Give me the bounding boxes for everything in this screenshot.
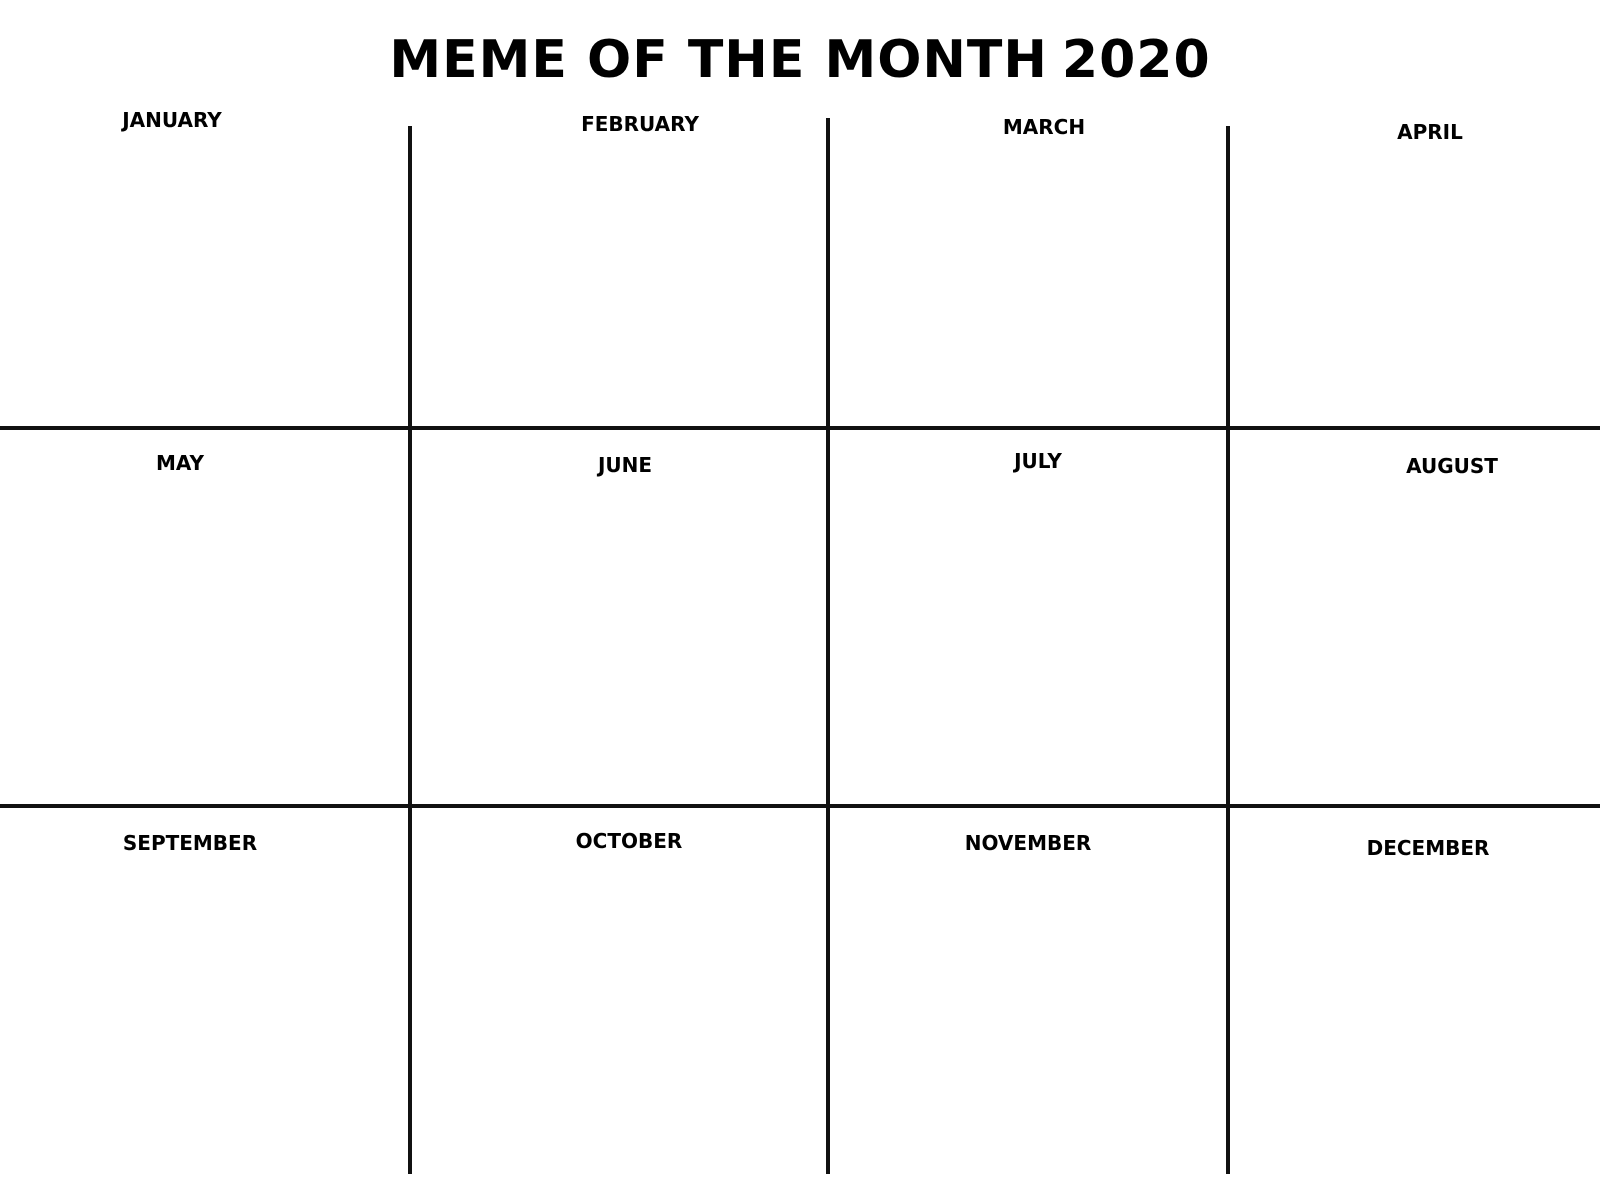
month-label-august: AUGUST	[1406, 454, 1498, 478]
month-cell-february[interactable]	[412, 100, 826, 426]
month-cell-december[interactable]	[1230, 808, 1600, 1174]
month-cell-october[interactable]	[412, 808, 826, 1174]
month-label-june: JUNE	[597, 453, 653, 477]
month-label-february: FEBRUARY	[581, 112, 699, 136]
month-cell-july[interactable]	[830, 430, 1226, 804]
month-cell-may[interactable]	[0, 430, 408, 804]
month-cell-june[interactable]	[412, 430, 826, 804]
month-cell-august[interactable]	[1230, 430, 1600, 804]
month-label-september: SEPTEMBER	[122, 831, 258, 855]
month-label-march: MARCH	[1002, 115, 1086, 139]
month-label-october: OCTOBER	[575, 829, 683, 853]
month-label-january: JANUARY	[122, 108, 222, 132]
month-label-april: APRIL	[1397, 120, 1463, 144]
month-cell-september[interactable]	[0, 808, 408, 1174]
month-cell-january[interactable]	[0, 100, 408, 426]
month-cell-november[interactable]	[830, 808, 1226, 1174]
calendar-title	[0, 28, 1600, 92]
month-cell-march[interactable]	[830, 100, 1226, 426]
title-text: MEME OF THE MONTH	[389, 30, 1048, 90]
month-cell-april[interactable]	[1230, 100, 1600, 426]
month-label-may: MAY	[156, 451, 204, 475]
title-year: 2020	[1061, 30, 1211, 90]
month-label-december: DECEMBER	[1366, 836, 1490, 860]
month-label-november: NOVEMBER	[964, 831, 1092, 855]
month-label-july: JULY	[1014, 449, 1062, 473]
